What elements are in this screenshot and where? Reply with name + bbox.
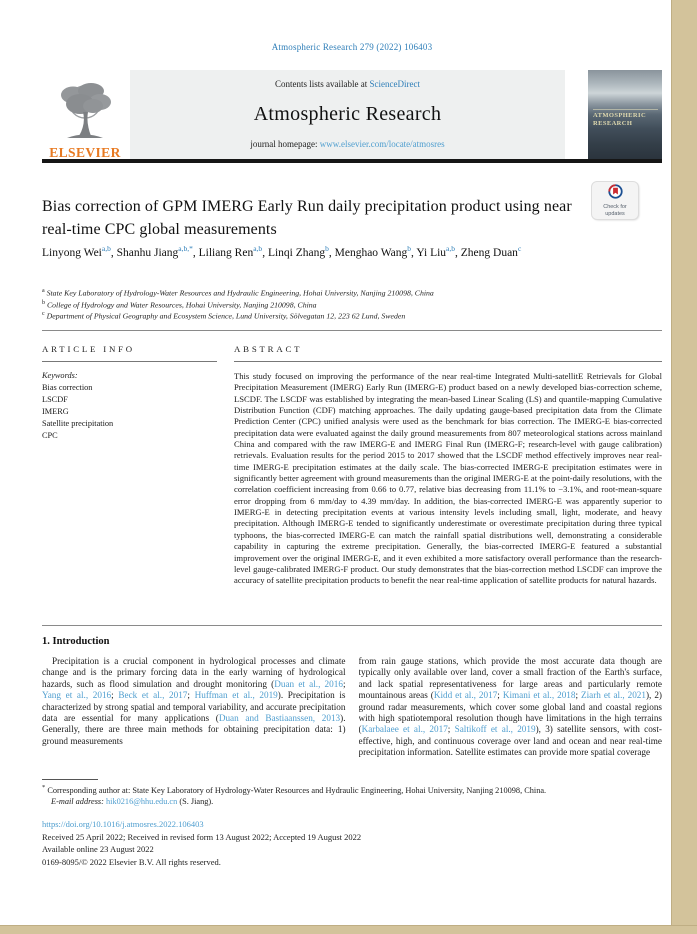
title-divider-rule [42, 330, 662, 331]
keyword: IMERG [42, 407, 69, 417]
journal-title: Atmospheric Research [253, 102, 442, 125]
email-suffix: (S. Jiang). [177, 796, 214, 806]
article-info-header: ARTICLE INFO [42, 344, 135, 354]
footnote-marker: * [42, 784, 46, 791]
citation-link[interactable]: Saltikoff et al., 2019 [454, 724, 536, 735]
available-online: Available online 23 August 2022 [42, 844, 154, 855]
contents-line [275, 79, 420, 89]
cover-title-band [593, 109, 658, 127]
author-name: Liliang Ren$^{a,b}$, [198, 244, 268, 259]
abstract-rule [234, 361, 662, 362]
abstract-column [234, 344, 662, 587]
correspondence-footnote [42, 779, 662, 807]
author-name: Linyong Wei$^{a,b}$, [42, 244, 117, 259]
article-info-rule [42, 361, 217, 362]
check-for-updates-badge[interactable] [592, 182, 638, 219]
received-dates: Received 25 April 2022; Received in revised form 13 August 2022; Accepted 19 August 2022 [42, 831, 362, 842]
masthead-divider-rule [42, 159, 662, 163]
intro-right-column: from rain gauge stations, which provide the most accurate data though are typically only available over land, cover a small fraction of the Earth's surface, and lack spatial representativeness for large areas and particularly remote mountainous areas (Kidd et al., 2017; Kimani et al., 2018; Ziarh et al., 2021), 2) ground radar measurements, which cover some global land and coastal regions with high spatiotemporal resolution though have limitations in the high terrains (Karbalaee et al., 2017; Saltikoff et al., 2019), 3) satellite sensors, with cost-effective, high, and continuous coverage over land and ocean and near real-time precipitation information. Satellite estimates can provide more spatial coverage [358, 656, 662, 758]
author-name: Menghao Wang$^b$, [334, 244, 417, 259]
affiliation: $^a$ State Key Laboratory of Hydrology-Water Resources and Hydraulic Engineering, Hohai University, Nanjing 210098, China [42, 288, 434, 298]
author-name: Shanhu Jiang$^{a,b,*}$, [116, 244, 199, 259]
email-label: E-mail address: [51, 796, 104, 806]
journal-reference-link[interactable]: Atmospheric Research 279 (2022) 106403 [271, 42, 433, 52]
affiliation: $^c$ Department of Physical Geography and Ecosystem Science, Lund University, Sölvegatan 12, 223 62 Lund, Sweden [42, 311, 406, 321]
citation-link[interactable]: Huffman et al., 2019 [194, 690, 278, 701]
citation-link[interactable]: Kimani et al., 2018 [502, 690, 576, 701]
homepage-prefix: journal homepage: [250, 139, 320, 149]
doi-link[interactable]: https://doi.org/10.1016/j.atmosres.2022.106403 [42, 819, 204, 829]
affiliation-list [42, 287, 662, 322]
citation-link[interactable]: Karbalaee et al., 2017 [361, 724, 448, 735]
corresponding-author-note: * Corresponding author at: State Key Laboratory of Hydrology-Water Resources and Hydraulic Engineering, Hohai University, Nanjing 210098, China. [42, 784, 547, 795]
check-badge-text1: Check for [603, 203, 627, 210]
elsevier-logo [42, 70, 128, 159]
page-edge-bottom [0, 925, 697, 934]
keyword: CPC [42, 431, 58, 441]
abstract-text: This study focused on improving the performance of the near real-time Integrated Multi-satellitE Retrievals for Global Precipitation Measurement (IMERG) Early Run (IMERG-E) product based on a newly developed bias-correction scheme, LSCDF. The LSCDF was established by integrating the mean-based Linear Scaling (LS) and quantile-mapping Cumulative Distribution Function (CDF) matching approaches. The daily updating gauge-based precipitation data from the Climate Prediction Center (CPC) unified analysis were used as the benchmark for bias correction. The IMERG-E bias-corrected precipitation data were evaluated against the daily ground measurements from 807 meteorological stations across mainland China and compared with the raw IMERG-E and IMERG Final Run (IMERG-F; research-level with gauge calibration) retrievals. Evaluation results for the period 2015 to 2017 showed that the LSCDF method effectively improves near real-time IMERG-E precipitation estimates at the daily scale. The bias-corrected IMERG-E precipitation estimates were in significantly better agreement with ground measurements than the original IMERG-E at the point-daily resolutions, with the correlation coefficient increasing from 0.66 to 0.77, relative bias decreasing from 11.1% to −3.1%, and root-mean-square error dropping from 6 mm/day to 4.39 mm/day. In addition, the bias-corrected IMERG-E was apparently superior to IMERG-E in detecting precipitation events at various intensity levels including small, light, moderate, and heavy precipitation. Although IMERG-E tended to significantly underestimate or overestimate precipitation during three typical typhoons, the bias-corrected IMERG-E can match the rainfall spatial distributions well, demonstrating a considerable capability in capturing the extreme precipitation. Generally, the bias-corrected IMERG-E featured a substantial improvement over the original IMERG-E, and it even exhibited a more satisfactory overall performance than the research-level gauge-calibrated IMERG-F product. Our study demonstrates that the bias-correction method LSCDF can improve the accuracy of satellite precipitation products to benefit the near real-time application of satellite products for natural hazards. [234, 371, 662, 586]
author-name: Linqi Zhang$^b$, [267, 244, 335, 259]
homepage-line [250, 139, 444, 149]
page-content [42, 0, 662, 934]
journal-homepage-link[interactable]: www.elsevier.com/locate/atmosres [319, 139, 445, 149]
check-badge-text2: updates [605, 210, 625, 217]
footnote-rule [42, 779, 98, 780]
article-info-column [42, 344, 217, 587]
keyword: Satellite precipitation [42, 419, 114, 429]
title-block [42, 184, 662, 252]
masthead-banner [130, 70, 565, 159]
citation-link[interactable]: Beck et al., 2017 [118, 690, 188, 701]
contents-prefix: Contents lists available at [275, 79, 370, 89]
body-text-columns [42, 656, 662, 759]
abstract-header: ABSTRACT [234, 344, 303, 354]
cover-title-line2: RESEARCH [593, 119, 633, 127]
info-abstract-section [42, 344, 662, 587]
keyword: LSCDF [42, 395, 68, 405]
issn-copyright: 0169-8095/© 2022 Elsevier B.V. All rights reserved. [42, 856, 221, 867]
crossmark-icon [608, 184, 623, 204]
cover-title-line1: ATMOSPHERIC [593, 112, 647, 120]
journal-masthead [42, 70, 662, 159]
email-link[interactable]: hik0216@hhu.edu.cn [106, 796, 178, 806]
abstract-bottom-rule [42, 625, 662, 626]
author-name: Yi Liu$^{a,b}$, [416, 244, 461, 259]
introduction-heading: 1. Introduction [42, 636, 110, 647]
citation-link[interactable]: Duan and Bastiaanssen, 2013 [218, 713, 341, 724]
citation-link[interactable]: Duan et al., 2016 [274, 678, 343, 689]
email-note [51, 796, 662, 807]
author-name: Zheng Duan$^c$ [460, 244, 522, 259]
citation-link[interactable]: Kidd et al., 2017 [433, 690, 498, 701]
article-title: Bias correction of GPM IMERG Early Run daily precipitation product using near real-time CPC global measurements [42, 197, 572, 238]
intro-left-column: Precipitation is a crucial component in hydrological processes and climate change and is the primary forcing data in the early warning of hydrological hazards, such as flood simulation and drought monitoring (Duan et al., 2016; Yang et al., 2016; Beck et al., 2017; Huffman et al., 2019). Precipitation is characterized by strong spatial and temporal variability, and accurate precipitation data are essential for many applications (Duan and Bastiaanssen, 2013). Generally, there are three main methods for obtaining precipitation data: 1) ground measurements [42, 656, 346, 746]
citation-link[interactable]: Ziarh et al., 2021 [581, 690, 646, 701]
page-edge-right [671, 0, 697, 934]
elsevier-tree-icon [53, 82, 117, 145]
keyword: Bias correction [42, 383, 93, 392]
elsevier-wordmark: ELSEVIER [49, 144, 121, 160]
journal-cover-thumbnail [588, 70, 662, 159]
author-list [42, 243, 642, 262]
citation-link[interactable]: Yang et al., 2016 [42, 690, 112, 701]
sciencedirect-link[interactable]: ScienceDirect [369, 79, 420, 89]
keywords-list [42, 382, 217, 442]
affiliation: $^b$ College of Hydrology and Water Resources, Hohai University, Nanjing 210098, China [42, 299, 317, 310]
article-footer [42, 818, 662, 868]
keywords-label: Keywords: [42, 371, 78, 380]
